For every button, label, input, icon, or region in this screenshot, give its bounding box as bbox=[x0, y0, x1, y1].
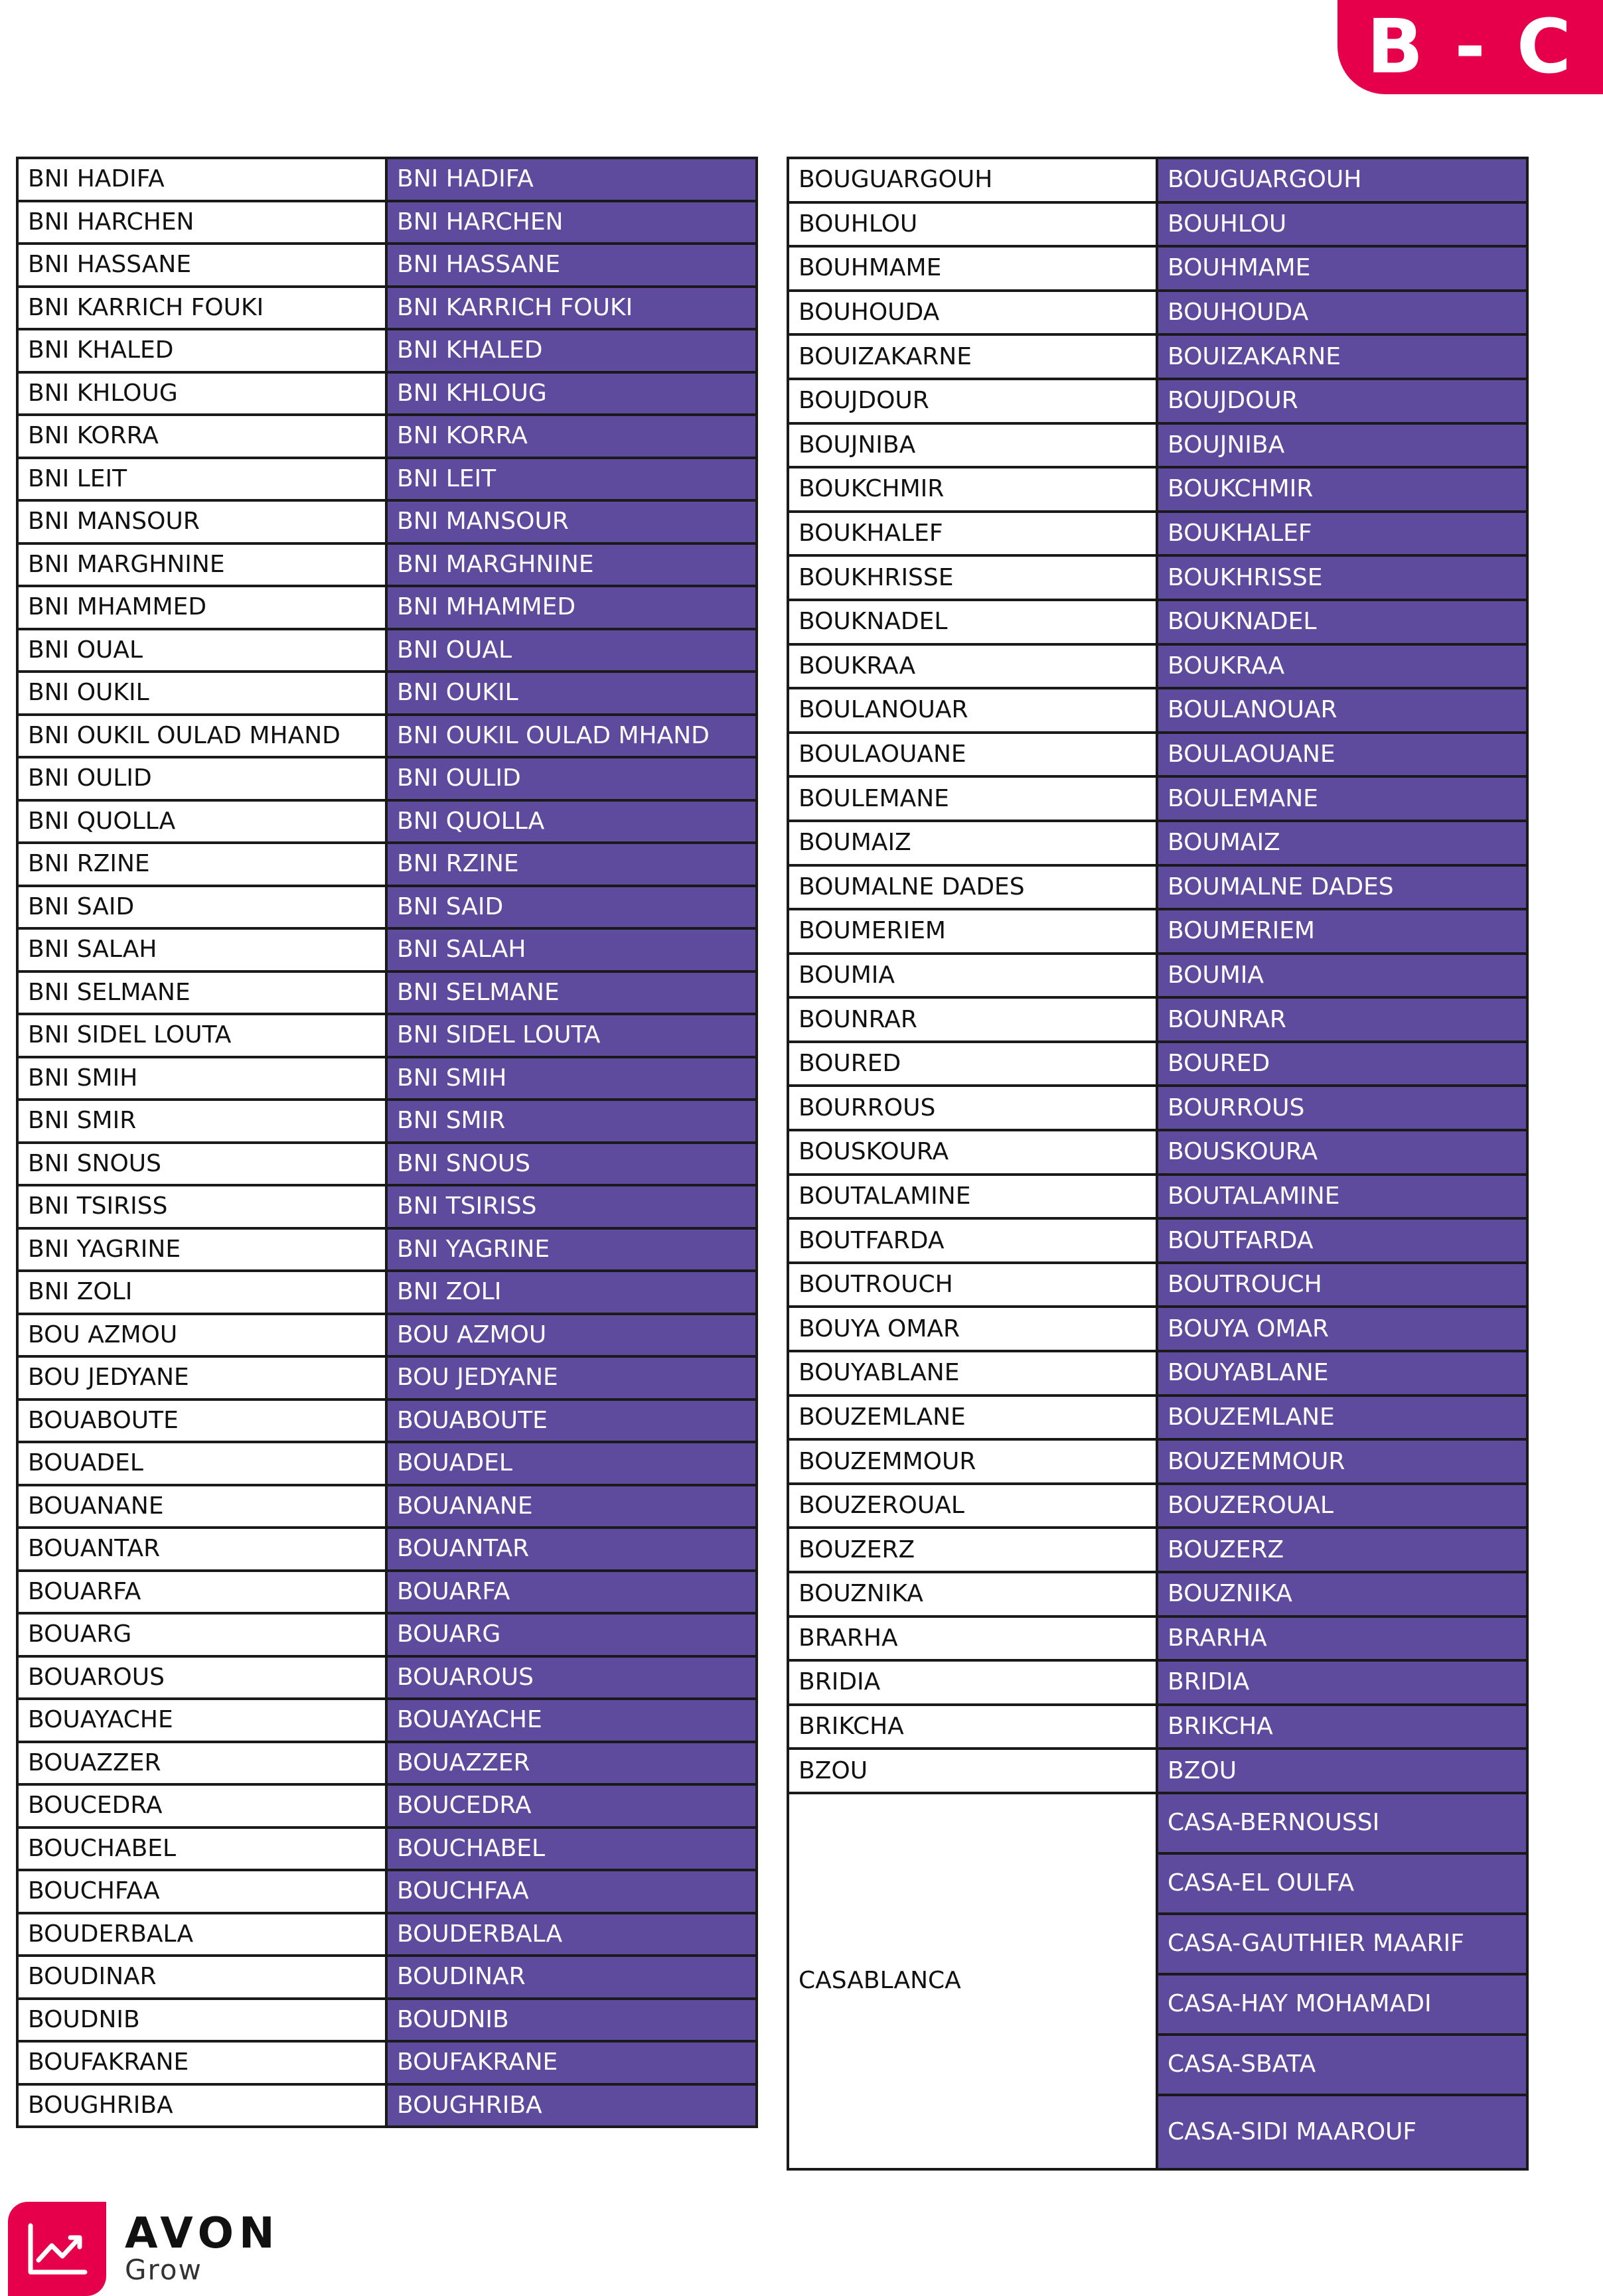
city-name-cell: BOUGHRIBA bbox=[17, 2084, 386, 2127]
city-name-cell: BOUDNIB bbox=[17, 1999, 386, 2042]
city-name-cell: BOUAZZER bbox=[17, 1742, 386, 1785]
city-name-cell: BOUANTAR bbox=[17, 1528, 386, 1571]
city-value-cell: BNI OUKIL OULAD MHAND bbox=[386, 715, 757, 758]
city-value-cell: BOUCEDRA bbox=[386, 1784, 757, 1828]
table-row bbox=[788, 733, 1527, 777]
table-row bbox=[788, 997, 1527, 1042]
city-name-cell: BOUKHRISSE bbox=[788, 555, 1157, 600]
table-row bbox=[788, 776, 1527, 821]
city-value-cell: BNI SNOUS bbox=[386, 1143, 757, 1186]
table-row bbox=[17, 201, 757, 244]
city-value-cell: BNI KARRICH FOUKI bbox=[386, 287, 757, 330]
city-name-cell: BOURROUS bbox=[788, 1086, 1157, 1130]
city-value-cell: BOUMALNE DADES bbox=[1157, 865, 1527, 910]
subarea-cell: CASA-BERNOUSSI bbox=[1157, 1793, 1527, 1853]
brand-name: AVON bbox=[125, 2208, 280, 2258]
city-name-cell: BOUJNIBA bbox=[788, 423, 1157, 468]
city-name-cell: BOU JEDYANE bbox=[17, 1356, 386, 1399]
city-value-cell: BNI HASSANE bbox=[386, 244, 757, 287]
table-row bbox=[17, 586, 757, 629]
city-value-cell: BOUJDOUR bbox=[1157, 379, 1527, 423]
city-name-cell: BNI MANSOUR bbox=[17, 500, 386, 543]
city-name-cell: BOUKHALEF bbox=[788, 512, 1157, 556]
city-value-cell: BNI QUOLLA bbox=[386, 800, 757, 843]
city-name-cell: BOUMERIEM bbox=[788, 909, 1157, 954]
city-value-cell: BOUANTAR bbox=[386, 1528, 757, 1571]
city-name-cell: BOUMIA bbox=[788, 954, 1157, 998]
city-name-cell: BOUZEMLANE bbox=[788, 1396, 1157, 1440]
table-row bbox=[788, 1616, 1527, 1661]
city-value-cell: BOULANOUAR bbox=[1157, 688, 1527, 733]
table-row bbox=[17, 928, 757, 971]
right-city-table bbox=[787, 157, 1529, 2171]
city-value-cell: BOUNRAR bbox=[1157, 997, 1527, 1042]
table-row bbox=[788, 1528, 1527, 1572]
table-row bbox=[17, 629, 757, 672]
city-name-cell: BOUKCHMIR bbox=[788, 467, 1157, 512]
table-row bbox=[17, 415, 757, 458]
city-value-cell: BOUCHFAA bbox=[386, 1870, 757, 1913]
table-row bbox=[788, 334, 1527, 379]
city-name-cell: BRIDIA bbox=[788, 1660, 1157, 1705]
city-value-cell: BRIDIA bbox=[1157, 1660, 1527, 1705]
city-name-cell: BOUYA OMAR bbox=[788, 1307, 1157, 1351]
city-name-cell: BNI OULID bbox=[17, 757, 386, 800]
city-name-cell: BOURED bbox=[788, 1042, 1157, 1086]
city-value-cell: BNI LEIT bbox=[386, 458, 757, 501]
table-row bbox=[788, 467, 1527, 512]
table-row bbox=[788, 202, 1527, 247]
city-name-cell: BOUMALNE DADES bbox=[788, 865, 1157, 910]
table-row bbox=[788, 1307, 1527, 1351]
table-row bbox=[17, 1613, 757, 1656]
city-name-cell: BNI KHALED bbox=[17, 329, 386, 372]
city-name-cell: BNI SMIH bbox=[17, 1057, 386, 1100]
city-value-cell: BNI OUAL bbox=[386, 629, 757, 672]
table-row bbox=[788, 423, 1527, 468]
city-value-cell: BOUZERZ bbox=[1157, 1528, 1527, 1572]
city-name-cell: BNI KARRICH FOUKI bbox=[17, 287, 386, 330]
table-row bbox=[788, 1793, 1527, 1853]
city-value-cell: BOULEMANE bbox=[1157, 776, 1527, 821]
city-name-cell: BNI KORRA bbox=[17, 415, 386, 458]
table-row bbox=[17, 1228, 757, 1271]
city-value-cell: BNI OUKIL bbox=[386, 672, 757, 715]
city-value-cell: BNI OULID bbox=[386, 757, 757, 800]
city-value-cell: BNI KHLOUG bbox=[386, 372, 757, 415]
city-value-cell: BOUZEMLANE bbox=[1157, 1396, 1527, 1440]
city-name-cell: BZOU bbox=[788, 1749, 1157, 1793]
table-row bbox=[788, 1572, 1527, 1616]
city-value-cell: BOUKRAA bbox=[1157, 644, 1527, 689]
table-row bbox=[17, 1528, 757, 1571]
table-row bbox=[17, 800, 757, 843]
city-value-cell: BNI SELMANE bbox=[386, 971, 757, 1015]
city-name-cell: BOUNRAR bbox=[788, 997, 1157, 1042]
table-row bbox=[788, 1749, 1527, 1793]
table-row bbox=[17, 1699, 757, 1742]
table-row bbox=[17, 1784, 757, 1828]
table-row bbox=[17, 1314, 757, 1357]
city-value-cell: BNI MANSOUR bbox=[386, 500, 757, 543]
table-row bbox=[17, 1399, 757, 1443]
table-row bbox=[17, 458, 757, 501]
city-value-cell: BNI MARGHNINE bbox=[386, 543, 757, 587]
table-row bbox=[17, 244, 757, 287]
table-row bbox=[17, 329, 757, 372]
table-row bbox=[788, 1439, 1527, 1484]
city-value-cell: BOUKCHMIR bbox=[1157, 467, 1527, 512]
table-row bbox=[17, 2084, 757, 2127]
city-value-cell: BNI SMIH bbox=[386, 1057, 757, 1100]
city-value-cell: BOUDNIB bbox=[386, 1999, 757, 2042]
table-row bbox=[788, 954, 1527, 998]
city-value-cell: BOUANANE bbox=[386, 1485, 757, 1528]
city-value-cell: BNI SIDEL LOUTA bbox=[386, 1014, 757, 1057]
city-value-cell: BOUCHABEL bbox=[386, 1828, 757, 1871]
table-row bbox=[17, 672, 757, 715]
growth-chart-icon bbox=[24, 2219, 90, 2279]
table-row bbox=[17, 1356, 757, 1399]
city-value-cell: BOUYA OMAR bbox=[1157, 1307, 1527, 1351]
city-name-cell: BNI OUKIL OULAD MHAND bbox=[17, 715, 386, 758]
city-name-cell: BOUCHFAA bbox=[17, 1870, 386, 1913]
city-value-cell: BZOU bbox=[1157, 1749, 1527, 1793]
table-row bbox=[17, 843, 757, 886]
city-name-cell: BNI MHAMMED bbox=[17, 586, 386, 629]
table-row bbox=[17, 886, 757, 929]
city-name-cell: BOUANANE bbox=[17, 1485, 386, 1528]
city-value-cell: BOUTALAMINE bbox=[1157, 1175, 1527, 1219]
city-name-cell: BNI MARGHNINE bbox=[17, 543, 386, 587]
city-name-cell: BNI OUKIL bbox=[17, 672, 386, 715]
city-value-cell: BOUMIA bbox=[1157, 954, 1527, 998]
brand-footer bbox=[8, 2202, 280, 2296]
city-name-cell: BOUTROUCH bbox=[788, 1263, 1157, 1307]
table-row bbox=[788, 1042, 1527, 1086]
table-row bbox=[788, 600, 1527, 644]
table-row bbox=[17, 2041, 757, 2084]
city-value-cell: BOU JEDYANE bbox=[386, 1356, 757, 1399]
city-name-cell: BOUHOUDA bbox=[788, 291, 1157, 335]
city-value-cell: BOUDERBALA bbox=[386, 1913, 757, 1956]
table-row bbox=[17, 1057, 757, 1100]
city-value-cell: BOUMERIEM bbox=[1157, 909, 1527, 954]
city-value-cell: BNI HADIFA bbox=[386, 158, 757, 201]
table-row bbox=[788, 246, 1527, 291]
city-name-cell: BNI TSIRISS bbox=[17, 1185, 386, 1228]
city-name-cell: BOUZNIKA bbox=[788, 1572, 1157, 1616]
table-row bbox=[17, 1271, 757, 1314]
city-name-cell: BNI QUOLLA bbox=[17, 800, 386, 843]
city-value-cell: BNI RZINE bbox=[386, 843, 757, 886]
table-row bbox=[788, 1175, 1527, 1219]
table-row bbox=[788, 1484, 1527, 1528]
city-name-cell: BOUZEROUAL bbox=[788, 1484, 1157, 1528]
table-row bbox=[17, 1485, 757, 1528]
table-row bbox=[17, 1442, 757, 1485]
city-value-cell: BNI ZOLI bbox=[386, 1271, 757, 1314]
city-value-cell: BOUTFARDA bbox=[1157, 1218, 1527, 1263]
city-name-cell: BOUMAIZ bbox=[788, 821, 1157, 865]
table-row bbox=[788, 555, 1527, 600]
city-value-cell: BOUHOUDA bbox=[1157, 291, 1527, 335]
city-value-cell: BOUARFA bbox=[386, 1571, 757, 1614]
city-name-cell: BNI KHLOUG bbox=[17, 372, 386, 415]
city-value-cell: BOUGHRIBA bbox=[386, 2084, 757, 2127]
city-name-cell: BNI SNOUS bbox=[17, 1143, 386, 1186]
table-row bbox=[788, 512, 1527, 556]
table-row bbox=[788, 821, 1527, 865]
city-name-cell: BNI YAGRINE bbox=[17, 1228, 386, 1271]
table-row bbox=[788, 1351, 1527, 1396]
city-value-cell: BOURED bbox=[1157, 1042, 1527, 1086]
city-value-cell: BOUARG bbox=[386, 1613, 757, 1656]
table-row bbox=[17, 1185, 757, 1228]
table-row bbox=[17, 1913, 757, 1956]
table-row bbox=[17, 1656, 757, 1699]
subarea-cell: CASA-SBATA bbox=[1157, 2035, 1527, 2095]
city-value-cell: BOUKHRISSE bbox=[1157, 555, 1527, 600]
section-label: B - C bbox=[1366, 4, 1574, 90]
table-row bbox=[17, 1956, 757, 1999]
city-value-cell: BNI TSIRISS bbox=[386, 1185, 757, 1228]
city-value-cell: BOUAZZER bbox=[386, 1742, 757, 1785]
city-name-cell: BNI HARCHEN bbox=[17, 201, 386, 244]
city-name-cell: BOUTFARDA bbox=[788, 1218, 1157, 1263]
city-value-cell: BOUSKOURA bbox=[1157, 1130, 1527, 1175]
city-value-cell: BOUFAKRANE bbox=[386, 2041, 757, 2084]
city-name-cell: BNI HADIFA bbox=[17, 158, 386, 201]
city-name-cell: BNI RZINE bbox=[17, 843, 386, 886]
table-row bbox=[17, 1870, 757, 1913]
brand-subtitle: Grow bbox=[125, 2253, 202, 2286]
city-name-cell: BOULEMANE bbox=[788, 776, 1157, 821]
table-row bbox=[788, 1130, 1527, 1175]
city-value-cell: BOUDINAR bbox=[386, 1956, 757, 1999]
city-value-cell: BNI SAID bbox=[386, 886, 757, 929]
table-row bbox=[17, 1999, 757, 2042]
city-name-cell: BOUGUARGOUH bbox=[788, 158, 1157, 202]
table-row bbox=[788, 1218, 1527, 1263]
city-value-cell: BOUAROUS bbox=[386, 1656, 757, 1699]
table-row bbox=[17, 715, 757, 758]
region-cell: CASABLANCA bbox=[788, 1793, 1157, 2169]
city-name-cell: BOUJDOUR bbox=[788, 379, 1157, 423]
city-name-cell: BOUKNADEL bbox=[788, 600, 1157, 644]
city-value-cell: BRIKCHA bbox=[1157, 1705, 1527, 1749]
table-row bbox=[788, 158, 1527, 202]
table-row bbox=[17, 543, 757, 587]
city-name-cell: BOUSKOURA bbox=[788, 1130, 1157, 1175]
city-value-cell: BOUZEROUAL bbox=[1157, 1484, 1527, 1528]
city-name-cell: BNI HASSANE bbox=[17, 244, 386, 287]
city-name-cell: BOUCEDRA bbox=[17, 1784, 386, 1828]
avon-logo bbox=[8, 2202, 106, 2296]
table-row bbox=[17, 1828, 757, 1871]
city-value-cell: BOUABOUTE bbox=[386, 1399, 757, 1443]
city-value-cell: BOU AZMOU bbox=[386, 1314, 757, 1357]
city-value-cell: BOUJNIBA bbox=[1157, 423, 1527, 468]
city-name-cell: BOUARFA bbox=[17, 1571, 386, 1614]
city-name-cell: BOUZEMMOUR bbox=[788, 1439, 1157, 1484]
table-row bbox=[17, 971, 757, 1015]
city-value-cell: BOUHLOU bbox=[1157, 202, 1527, 247]
table-row bbox=[17, 1143, 757, 1186]
city-name-cell: BNI SAID bbox=[17, 886, 386, 929]
subarea-cell: CASA-GAUTHIER MAARIF bbox=[1157, 1914, 1527, 1974]
table-row bbox=[788, 1705, 1527, 1749]
city-value-cell: BOUGUARGOUH bbox=[1157, 158, 1527, 202]
table-row bbox=[17, 1742, 757, 1785]
city-name-cell: BOUDINAR bbox=[17, 1956, 386, 1999]
city-value-cell: BNI KHALED bbox=[386, 329, 757, 372]
table-row bbox=[17, 372, 757, 415]
city-name-cell: BOUIZAKARNE bbox=[788, 334, 1157, 379]
table-row bbox=[788, 688, 1527, 733]
city-name-cell: BOUTALAMINE bbox=[788, 1175, 1157, 1219]
table-row bbox=[788, 1263, 1527, 1307]
table-row bbox=[17, 1100, 757, 1143]
city-value-cell: BOUKNADEL bbox=[1157, 600, 1527, 644]
city-name-cell: BOUADEL bbox=[17, 1442, 386, 1485]
city-value-cell: BOUYABLANE bbox=[1157, 1351, 1527, 1396]
city-name-cell: BRIKCHA bbox=[788, 1705, 1157, 1749]
table-row bbox=[788, 644, 1527, 689]
table-row bbox=[788, 291, 1527, 335]
city-name-cell: BOULANOUAR bbox=[788, 688, 1157, 733]
city-name-cell: BRARHA bbox=[788, 1616, 1157, 1661]
city-name-cell: BOUARG bbox=[17, 1613, 386, 1656]
city-name-cell: BOUHLOU bbox=[788, 202, 1157, 247]
table-row bbox=[788, 909, 1527, 954]
city-value-cell: BOUIZAKARNE bbox=[1157, 334, 1527, 379]
city-value-cell: BOUHMAME bbox=[1157, 246, 1527, 291]
subarea-cell: CASA-EL OULFA bbox=[1157, 1853, 1527, 1914]
table-row bbox=[788, 1086, 1527, 1130]
city-name-cell: BNI LEIT bbox=[17, 458, 386, 501]
city-name-cell: BNI SIDEL LOUTA bbox=[17, 1014, 386, 1057]
city-name-cell: BOUABOUTE bbox=[17, 1399, 386, 1443]
city-value-cell: BOUZNIKA bbox=[1157, 1572, 1527, 1616]
city-value-cell: BOUADEL bbox=[386, 1442, 757, 1485]
city-name-cell: BNI SMIR bbox=[17, 1100, 386, 1143]
city-name-cell: BOU AZMOU bbox=[17, 1314, 386, 1357]
city-name-cell: BOUKRAA bbox=[788, 644, 1157, 689]
city-name-cell: BOUFAKRANE bbox=[17, 2041, 386, 2084]
city-value-cell: BNI MHAMMED bbox=[386, 586, 757, 629]
city-value-cell: BRARHA bbox=[1157, 1616, 1527, 1661]
city-value-cell: BOURROUS bbox=[1157, 1086, 1527, 1130]
city-value-cell: BNI KORRA bbox=[386, 415, 757, 458]
city-name-cell: BNI OUAL bbox=[17, 629, 386, 672]
table-row bbox=[17, 500, 757, 543]
subarea-cell: CASA-HAY MOHAMADI bbox=[1157, 1974, 1527, 2035]
section-tab bbox=[1337, 0, 1603, 94]
city-name-cell: BOUAYACHE bbox=[17, 1699, 386, 1742]
city-value-cell: BOUKHALEF bbox=[1157, 512, 1527, 556]
city-value-cell: BOUTROUCH bbox=[1157, 1263, 1527, 1307]
city-value-cell: BOULAOUANE bbox=[1157, 733, 1527, 777]
city-name-cell: BOUCHABEL bbox=[17, 1828, 386, 1871]
table-row bbox=[17, 1571, 757, 1614]
table-row bbox=[788, 1396, 1527, 1440]
city-name-cell: BNI SELMANE bbox=[17, 971, 386, 1015]
table-row bbox=[788, 1660, 1527, 1705]
table-row bbox=[17, 158, 757, 201]
table-row bbox=[788, 379, 1527, 423]
city-value-cell: BNI SMIR bbox=[386, 1100, 757, 1143]
table-row bbox=[17, 1014, 757, 1057]
city-value-cell: BNI YAGRINE bbox=[386, 1228, 757, 1271]
table-row bbox=[17, 287, 757, 330]
city-value-cell: BNI HARCHEN bbox=[386, 201, 757, 244]
table-row bbox=[17, 757, 757, 800]
subarea-cell: CASA-SIDI MAAROUF bbox=[1157, 2095, 1527, 2169]
city-name-cell: BNI SALAH bbox=[17, 928, 386, 971]
city-value-cell: BOUAYACHE bbox=[386, 1699, 757, 1742]
city-name-cell: BOUDERBALA bbox=[17, 1913, 386, 1956]
city-value-cell: BOUMAIZ bbox=[1157, 821, 1527, 865]
left-city-table bbox=[16, 157, 758, 2128]
city-value-cell: BNI SALAH bbox=[386, 928, 757, 971]
city-name-cell: BOULAOUANE bbox=[788, 733, 1157, 777]
table-row bbox=[788, 865, 1527, 910]
city-name-cell: BOUYABLANE bbox=[788, 1351, 1157, 1396]
city-name-cell: BOUAROUS bbox=[17, 1656, 386, 1699]
city-name-cell: BOUZERZ bbox=[788, 1528, 1157, 1572]
city-name-cell: BOUHMAME bbox=[788, 246, 1157, 291]
city-name-cell: BNI ZOLI bbox=[17, 1271, 386, 1314]
city-value-cell: BOUZEMMOUR bbox=[1157, 1439, 1527, 1484]
